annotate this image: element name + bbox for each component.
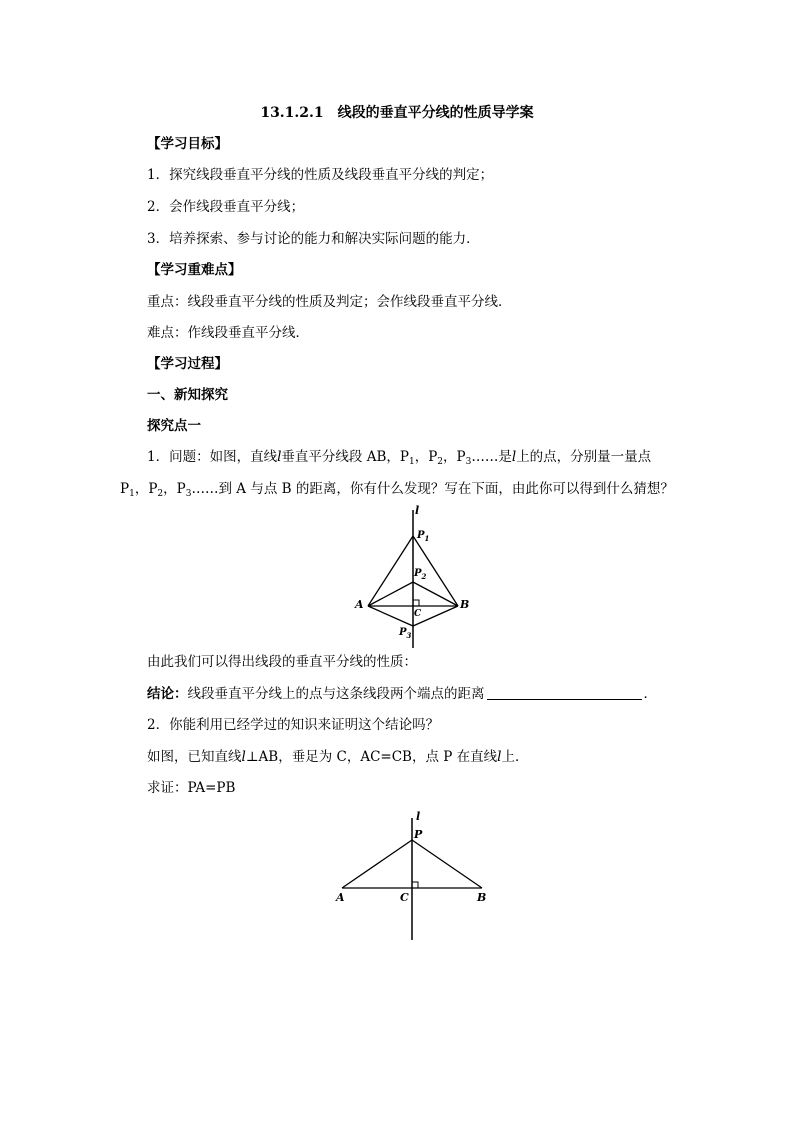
label-C: C [400, 891, 409, 904]
label-P1: $P_1$ [417, 530, 430, 543]
label-C: C [414, 609, 422, 619]
label-P: P [414, 828, 423, 841]
goal-item-2: 2．会作线段垂直平分线； [147, 199, 305, 215]
figure-perpendicular-bisector-1 [340, 500, 480, 648]
process-heading: 【学习过程】 [147, 356, 228, 372]
goal-item-1: 1．探究线段垂直平分线的性质及线段垂直平分线的判定； [147, 167, 494, 183]
question-1-line-2: $P_1$，$P_2$，$P_3\dots\dots$到 A 与点 B 的距离，你有什么发现？写在下面，由此你可以得到什么猜想？ [120, 481, 674, 499]
conclusion: 结论：线段垂直平分线上的点与这条线段两个端点的距离 ． [147, 686, 657, 702]
property-intro: 由此我们可以得出线段的垂直平分线的性质： [147, 654, 417, 670]
explore1-heading: 探究点一 [147, 418, 201, 434]
label-l: l [416, 810, 421, 823]
part1-heading: 一、新知探究 [147, 387, 228, 403]
segment-PA [342, 840, 412, 888]
segment-PB [412, 840, 482, 888]
label-P2: $P_2$ [414, 568, 427, 581]
question-2: 2．你能利用已经学过的知识来证明这个结论吗？ [147, 717, 440, 733]
difficulty-points: 难点：作线段垂直平分线． [147, 325, 309, 341]
page-title: 13.1.2.1 线段的垂直平分线的性质导学案 [260, 105, 534, 121]
given-statement: 如图，已知直线l⊥AB，垂足为 C，AC=CB，点 P 在直线l上． [147, 749, 529, 765]
right-angle-mark [412, 882, 418, 888]
key-heading: 【学习重难点】 [147, 262, 242, 278]
label-B: B [477, 891, 487, 904]
right-angle-mark [413, 600, 419, 606]
label-l: l [415, 504, 420, 517]
question-1-line-1: 1．问题：如图，直线l垂直平分线段 AB，$P_1$，$P_2$，$P_3\dots\dots$是l上的点，分别量一量点 [147, 449, 652, 467]
prove-statement: 求证：PA=PB [147, 780, 236, 796]
key-points: 重点：线段垂直平分线的性质及判定；会作线段垂直平分线． [147, 294, 512, 310]
conclusion-blank[interactable] [487, 685, 642, 700]
label-A: A [336, 891, 345, 904]
label-B: B [460, 598, 470, 611]
label-A: A [355, 598, 364, 611]
figure-perpendicular-bisector-2 [330, 808, 495, 943]
goal-item-3: 3．培养探索、参与讨论的能力和解决实际问题的能力． [147, 231, 480, 247]
goals-heading: 【学习目标】 [147, 136, 228, 152]
label-P3: $P_3$ [399, 627, 412, 640]
